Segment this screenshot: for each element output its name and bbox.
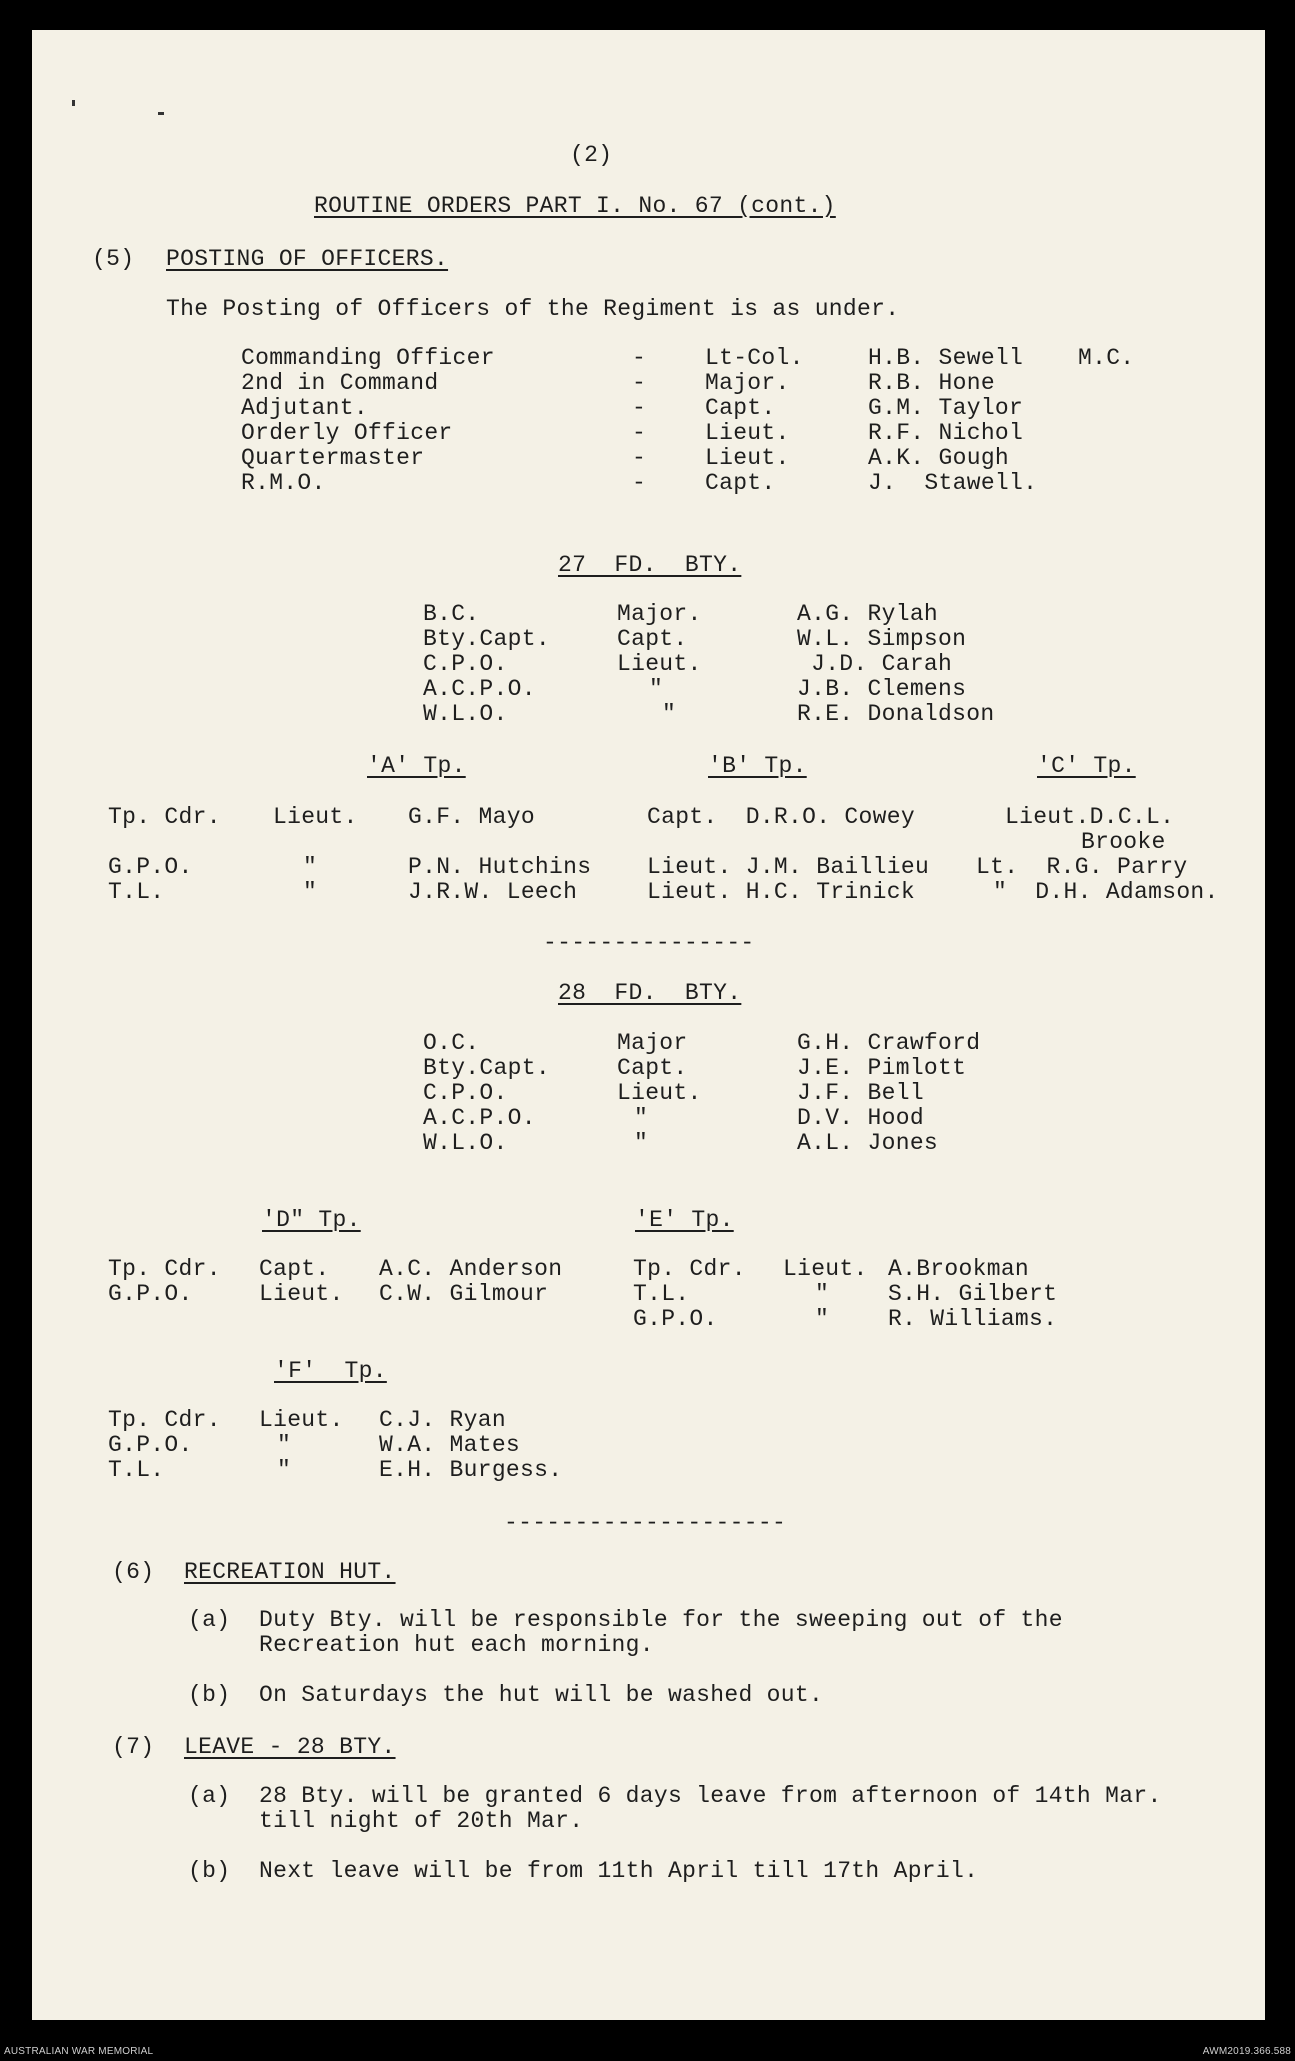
officer-rank: Capt. (705, 395, 776, 421)
footer-credit: AUSTRALIAN WAR MEMORIAL (4, 2046, 154, 2057)
section-separator: -------------------- (504, 1510, 787, 1536)
item-text: 28 Bty. will be granted 6 days leave from afternoon of 14th Mar. (259, 1783, 1162, 1809)
staff-name: W.L. Simpson (797, 626, 967, 652)
troop-role: T.L. (108, 1457, 165, 1483)
troop-heading: 'B' Tp. (708, 753, 807, 779)
staff-role: W.L.O. (423, 701, 508, 727)
officer-name: J. Stawell. (868, 470, 1038, 496)
staff-name: D.V. Hood (797, 1105, 924, 1131)
staff-role: O.C. (423, 1030, 480, 1056)
troop-heading: 'D" Tp. (262, 1207, 361, 1233)
troop-a-name: P.N. Hutchins (408, 854, 592, 880)
battery-heading: 27 FD. BTY. (558, 552, 742, 578)
section-intro: The Posting of Officers of the Regiment is as under. (166, 296, 900, 322)
staff-name: A.L. Jones (797, 1130, 939, 1156)
troop-name: S.H. Gilbert (888, 1281, 1058, 1307)
troop-role: T.L. (633, 1281, 690, 1307)
officer-role: 2nd in Command (241, 370, 439, 396)
troop-role: T.L. (108, 879, 165, 905)
staff-rank: " (649, 676, 664, 702)
troop-c-officer-cont: Brooke (1081, 829, 1166, 855)
officer-dash: - (632, 370, 647, 396)
item-text: Recreation hut each morning. (259, 1632, 654, 1658)
staff-rank: Lieut. (617, 1080, 702, 1106)
item-label: (b) (188, 1858, 231, 1884)
document-page (32, 30, 1265, 2020)
officer-rank: Lieut. (705, 420, 790, 446)
item-text: On Saturdays the hut will be washed out. (259, 1682, 824, 1708)
page-number: (2) (570, 142, 613, 168)
troop-rank: Lieut. (259, 1407, 344, 1433)
item-label: (b) (188, 1682, 231, 1708)
troop-name: A.Brookman (888, 1256, 1030, 1282)
troop-role: Tp. Cdr. (108, 804, 221, 830)
officer-role: Quartermaster (241, 445, 425, 471)
section-number: (5) (92, 246, 135, 272)
officer-name: R.F. Nichol (868, 420, 1024, 446)
officer-rank: Lt-Col. (705, 345, 804, 371)
troop-name: R. Williams. (888, 1306, 1058, 1332)
officer-dash: - (632, 470, 647, 496)
section-heading: LEAVE - 28 BTY. (184, 1734, 396, 1760)
troop-heading: 'C' Tp. (1037, 753, 1136, 779)
item-text: Duty Bty. will be responsible for the sweeping out of the (259, 1607, 1063, 1633)
troop-b-officer: Capt. D.R.O. Cowey (647, 804, 915, 830)
troop-role: Tp. Cdr. (108, 1256, 221, 1282)
troop-a-rank: " (303, 879, 318, 905)
staff-role: C.P.O. (423, 651, 508, 677)
troop-name: C.J. Ryan (379, 1407, 506, 1433)
troop-rank: " (277, 1432, 292, 1458)
staff-role: B.C. (423, 601, 480, 627)
officer-name: G.M. Taylor (868, 395, 1024, 421)
officer-dash: - (632, 420, 647, 446)
staff-name: J.E. Pimlott (797, 1055, 967, 1081)
troop-name: C.W. Gilmour (379, 1281, 549, 1307)
officer-name: R.B. Hone (868, 370, 995, 396)
officer-dash: - (632, 345, 647, 371)
troop-a-rank: " (303, 854, 318, 880)
officer-rank: Lieut. (705, 445, 790, 471)
staff-name: R.E. Donaldson (797, 701, 995, 727)
section-heading: RECREATION HUT. (184, 1559, 396, 1585)
troop-heading: 'F' Tp. (274, 1358, 387, 1384)
staff-role: Bty.Capt. (423, 1055, 550, 1081)
staff-rank: " (662, 701, 677, 727)
staff-role: Bty.Capt. (423, 626, 550, 652)
troop-role: Tp. Cdr. (108, 1407, 221, 1433)
officer-award: M.C. (1078, 345, 1135, 371)
troop-a-name: J.R.W. Leech (408, 879, 578, 905)
officer-dash: - (632, 395, 647, 421)
staff-rank: " (634, 1130, 649, 1156)
staff-name: J.F. Bell (797, 1080, 924, 1106)
troop-rank: Lieut. (259, 1281, 344, 1307)
staff-rank: Major (617, 1030, 688, 1056)
staff-rank: Lieut. (617, 651, 702, 677)
troop-rank: " (815, 1281, 830, 1307)
staff-name: A.G. Rylah (797, 601, 939, 627)
staff-name: J.B. Clemens (797, 676, 967, 702)
section-heading: POSTING OF OFFICERS. (166, 246, 449, 272)
staff-rank: " (634, 1105, 649, 1131)
item-text: till night of 20th Mar. (259, 1808, 584, 1834)
troop-role: Tp. Cdr. (633, 1256, 746, 1282)
footer-accession: AWM2019.366.588 (1202, 2046, 1291, 2057)
staff-rank: Major. (617, 601, 702, 627)
officer-name: H.B. Sewell (868, 345, 1024, 371)
section-separator: --------------- (543, 930, 755, 956)
troop-a-rank: Lieut. (273, 804, 358, 830)
officer-role: Adjutant. (241, 395, 368, 421)
troop-rank: Capt. (259, 1256, 330, 1282)
officer-role: Orderly Officer (241, 420, 453, 446)
staff-role: A.C.P.O. (423, 676, 536, 702)
troop-c-officer: " D.H. Adamson. (993, 879, 1219, 905)
troop-name: E.H. Burgess. (379, 1457, 563, 1483)
troop-name: W.A. Mates (379, 1432, 521, 1458)
troop-b-officer: Lieut. J.M. Baillieu (647, 854, 930, 880)
troop-role: G.P.O. (108, 1432, 193, 1458)
staff-role: A.C.P.O. (423, 1105, 536, 1131)
ink-smudge (158, 112, 164, 115)
page-title: ROUTINE ORDERS PART I. No. 67 (cont.) (314, 193, 836, 219)
troop-role: G.P.O. (108, 1281, 193, 1307)
officer-dash: - (632, 445, 647, 471)
staff-role: W.L.O. (423, 1130, 508, 1156)
troop-role: G.P.O. (108, 854, 193, 880)
officer-role: Commanding Officer (241, 345, 495, 371)
troop-role: G.P.O. (633, 1306, 718, 1332)
troop-b-officer: Lieut. H.C. Trinick (647, 879, 915, 905)
officer-rank: Major. (705, 370, 790, 396)
section-number: (7) (112, 1734, 155, 1760)
officer-rank: Capt. (705, 470, 776, 496)
staff-rank: Capt. (617, 626, 688, 652)
item-label: (a) (188, 1783, 231, 1809)
troop-rank: " (815, 1306, 830, 1332)
troop-rank: Lieut. (783, 1256, 868, 1282)
section-number: (6) (112, 1559, 155, 1585)
item-text: Next leave will be from 11th April till 17th April. (259, 1858, 979, 1884)
troop-heading: 'A' Tp. (367, 753, 466, 779)
item-label: (a) (188, 1607, 231, 1633)
officer-role: R.M.O. (241, 470, 326, 496)
staff-name: G.H. Crawford (797, 1030, 981, 1056)
troop-heading: 'E' Tp. (635, 1207, 734, 1233)
battery-heading: 28 FD. BTY. (558, 980, 742, 1006)
staff-role: C.P.O. (423, 1080, 508, 1106)
staff-rank: Capt. (617, 1055, 688, 1081)
troop-c-officer: Lieut.D.C.L. (1005, 804, 1175, 830)
staff-name: J.D. Carah (797, 651, 953, 677)
troop-c-officer: Lt. R.G. Parry (976, 854, 1188, 880)
officer-name: A.K. Gough (868, 445, 1010, 471)
troop-a-name: G.F. Mayo (408, 804, 535, 830)
troop-name: A.C. Anderson (379, 1256, 563, 1282)
troop-rank: " (277, 1457, 292, 1483)
ink-smudge (72, 100, 75, 106)
